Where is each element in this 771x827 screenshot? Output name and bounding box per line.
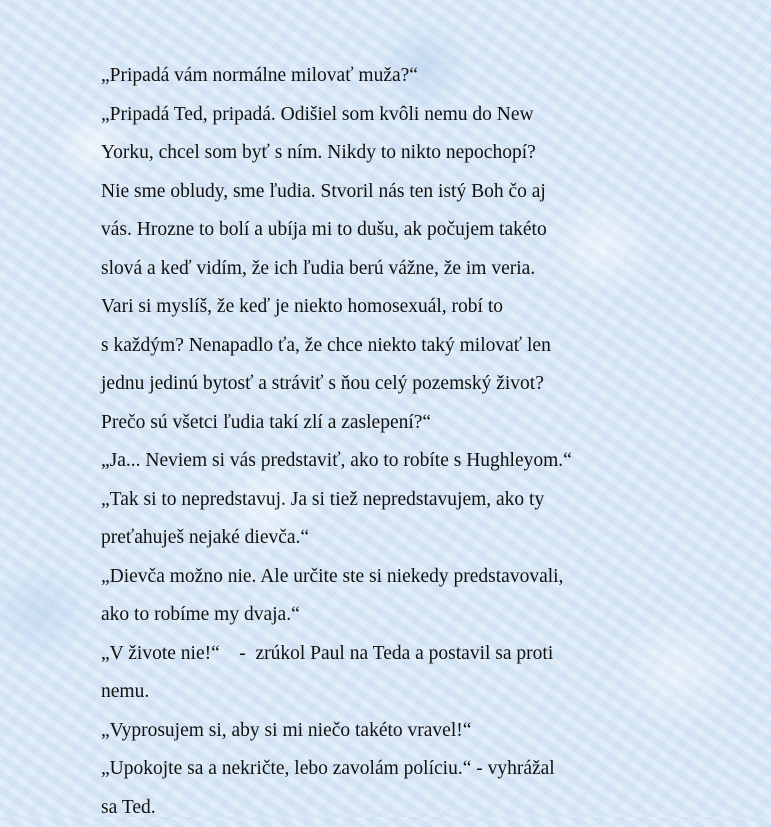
text-line: ako to robíme my dvaja.“ <box>101 596 661 635</box>
text-line: „Dievča možno nie. Ale určite ste si niekedy predstavovali, <box>101 558 661 597</box>
text-line: „Vyprosujem si, aby si mi niečo takéto vravel!“ <box>101 712 661 751</box>
text-line: s každým? Nenapadlo ťa, že chce niekto taký milovať len <box>101 327 661 366</box>
text-line: Nie sme obludy, sme ľudia. Stvoril nás ten istý Boh čo aj <box>101 173 661 212</box>
text-line: preťahuješ nejaké dievča.“ <box>101 519 661 558</box>
text-line: jednu jedinú bytosť a stráviť s ňou celý pozemský život? <box>101 365 661 404</box>
text-line: „Pripadá Ted, pripadá. Odišiel som kvôli nemu do New <box>101 96 661 135</box>
text-line: Yorku, chcel som byť s ním. Nikdy to nikto nepochopí? <box>101 134 661 173</box>
text-line: „V živote nie!“ - zrúkol Paul na Teda a postavil sa proti <box>101 635 661 674</box>
text-line: Vari si myslíš, že keď je niekto homosexuál, robí to <box>101 288 661 327</box>
text-line: nemu. <box>101 673 661 712</box>
text-line: „Tak si to nepredstavuj. Ja si tiež nepredstavujem, ako ty <box>101 481 661 520</box>
text-line: sa Ted. <box>101 789 661 827</box>
text-line: slová a keď vidím, že ich ľudia berú vážne, že im veria. <box>101 250 661 289</box>
text-line: „Upokojte sa a nekričte, lebo zavolám políciu.“ - vyhrážal <box>101 750 661 789</box>
document-page <box>101 57 661 827</box>
text-line: „Ja... Neviem si vás predstaviť, ako to robíte s Hughleyom.“ <box>101 442 661 481</box>
text-line: „Pripadá vám normálne milovať muža?“ <box>101 57 661 96</box>
text-line: vás. Hrozne to bolí a ubíja mi to dušu, ak počujem takéto <box>101 211 661 250</box>
text-line: Prečo sú všetci ľudia takí zlí a zaslepení?“ <box>101 404 661 443</box>
